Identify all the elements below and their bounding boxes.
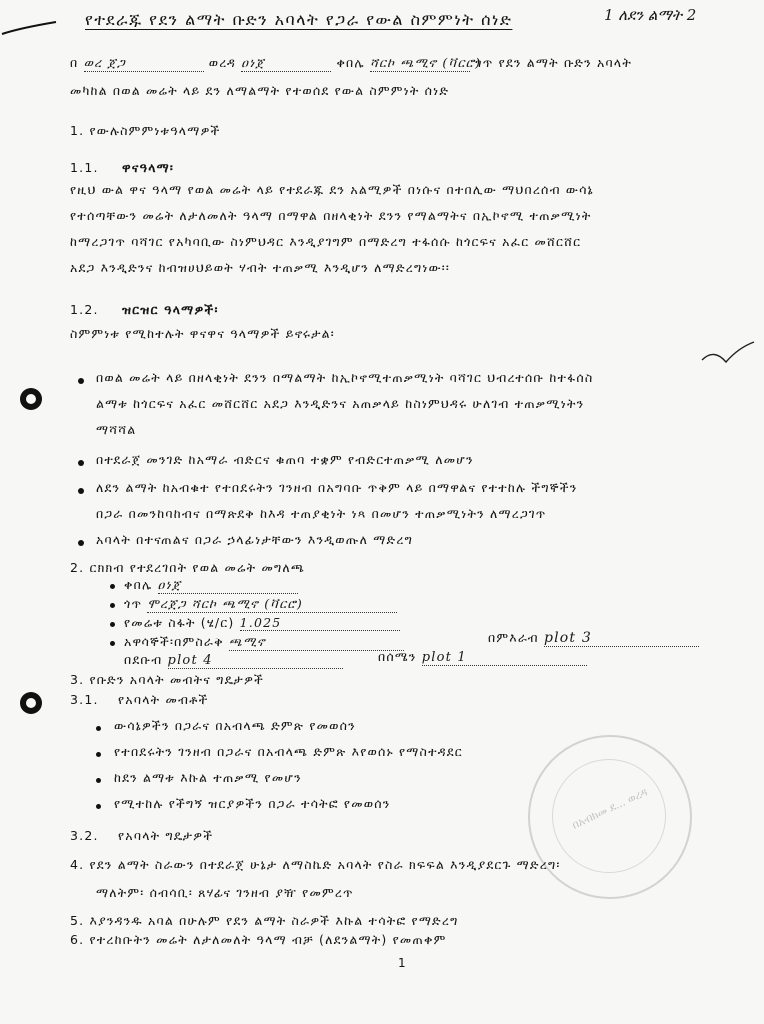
section-2-heading: 2. ርክክብ የተደረገበት የወል መሬት መግለጫ <box>70 560 306 575</box>
section-1-2-number: 1.2. <box>70 302 99 317</box>
area-row <box>124 615 400 631</box>
south-row <box>124 652 343 669</box>
item-5: 5. እያንዳንዱ አባል በሁሉም የደን ልማት ስራዎች እኩል ተሳትፎ የማድረግ <box>70 913 459 928</box>
bullet-icon <box>78 378 84 384</box>
got-label: ጎጥ <box>124 596 143 611</box>
section-3-heading: 3. የቡድን አባላት መብትና ግዴታዎች <box>70 672 265 687</box>
kebele-row <box>124 577 298 594</box>
section-1-2-title: ዝርዝር ዓላማዎች፡ <box>122 302 219 317</box>
intro-kebele-label: ቀበሌ <box>336 55 365 70</box>
north-value: plot 1 <box>422 650 587 666</box>
kebele-label: ቀበሌ <box>124 577 153 592</box>
official-stamp <box>528 735 692 899</box>
intro-kebele-field: ሻርኮ ጫሚኖ (ቫርሮ) <box>370 55 482 70</box>
bullet-3-line-2: በጋራ በመንከባከብና በማጽደቅ ከእዳ ተጠያቂነት ነጻ በመሆን ተጠቃሚነትን ለማረጋገጥ <box>96 506 547 521</box>
intro-name-field: ወረ ጀጋ <box>84 55 204 72</box>
south-label: በደቡብ <box>124 652 163 667</box>
bullet-icon <box>110 584 115 589</box>
got-value: ሞረጀጋ ሻርኮ ጫሚኖ (ቫርሮ) <box>147 596 397 613</box>
bullet-icon <box>96 778 101 783</box>
bullet-3-line-1: ለደን ልማት ከአብቁተ የተበደሩትን ገንዘብ በአግባቡ ጥቅም ላይ በማዋልና የተተከሉ ችግኞችን <box>96 480 578 495</box>
got-row <box>124 596 397 613</box>
intro-line-1 <box>70 55 632 72</box>
section-3-2-number: 3.2. <box>70 828 99 843</box>
intro-woreda-label: ወረዳ <box>208 55 237 70</box>
bullet-icon <box>78 488 84 494</box>
area-value: 1.025 <box>240 615 400 631</box>
right-item-2: የተበደሩትን ገንዘብ በጋራና በአብላጫ ድምጽ እየወሰኑ የማስተዳደር <box>114 744 463 759</box>
section-1-1-title: ዋናዓላማ፡ <box>122 160 175 175</box>
bullet-icon <box>110 622 115 627</box>
west-row <box>488 630 699 647</box>
bullet-icon <box>110 641 115 646</box>
hole-punch-icon <box>20 388 42 410</box>
intro-got-label: ጎጥ የደን ልማት ቡድን አባላት <box>475 55 632 70</box>
intro-prefix: በ <box>70 55 79 70</box>
paragraph-line-2: የተሰጣቸውን መሬት ለታለመለት ዓላማ በማዋል በዘላቂነት ደንን የማልማትና በኢኮኖሚ ተጠቃሚነት <box>70 208 592 223</box>
area-label: የመሬቱ ስፋት (ሄ/ር) <box>124 615 235 630</box>
stamp-text: በአብክመ ደ... ወረዳ <box>570 785 650 832</box>
item-6: 6. የተረከቡትን መሬት ለታለመለት ዓላማ ብቻ (ለደንልማት) የመጠቀም <box>70 932 447 947</box>
hole-punch-icon <box>20 692 42 714</box>
section-1-heading: 1. የውሉስምምነቱዓላማዎች <box>70 123 221 138</box>
item-4-line-2: ማለትም፡ ሰብሳቢ፡ ጸሃፊና ገንዘብ ያዥ የመምረጥ <box>96 885 354 900</box>
right-item-4: የሚተከሉ የችግኝ ዝርያዎችን በጋራ ተሳትፎ የመወሰን <box>114 796 391 811</box>
margin-check-mark-icon <box>700 338 756 366</box>
east-row <box>124 634 404 651</box>
scribble-mark-icon <box>0 18 60 38</box>
bullet-1-line-2: ልማቱ ከጎርፍና አፈር መሸርሸር አደጋ እንዲድንና አጠቃላይ ከስነምህዳሩ ሁለገብ ተጠቃሚነትን <box>96 396 585 411</box>
section-3-1-number: 3.1. <box>70 692 99 707</box>
kebele-value: ዐነጀ <box>158 577 298 594</box>
north-row <box>378 649 587 666</box>
intro-line-2: መካከል በወል መሬት ላይ ደን ለማልማት የተወሰደ የውል ስምምነት ሰነድ <box>70 83 450 98</box>
bullet-1-line-1: በወል መሬት ላይ በዘላቂነት ደንን በማልማት ከኢኮኖሚተጠቃሚነት ባሻገር ህብረተሰቡ ከተፋሰስ <box>96 370 594 385</box>
bullet-2-line-1: በተደራጀ መንገድ ከአማራ ብድርና ቁጠባ ተቋም የብድርተጠቃሚ ለመሆን <box>96 452 474 467</box>
paragraph-line-4: አደጋ እንዲድንና ከብዝሀህይወት ሃብት ተጠቃሚ እንዲሆን ለማድረግነው፡፡ <box>70 260 451 275</box>
bullet-icon <box>78 540 84 546</box>
page-number: 1 <box>398 956 406 970</box>
south-value: plot 4 <box>168 653 343 669</box>
document-title: የተደራጁ የደን ልማት ቡድን አባላት የጋራ የውል ስምምነት ሰነድ <box>85 10 513 29</box>
north-label: በሰሜን <box>378 649 417 664</box>
bullet-icon <box>96 804 101 809</box>
corner-handwritten-note: 1 ለደን ልማት 2 <box>604 6 697 24</box>
right-item-1: ውሳኔዎችን በጋራና በአብላጫ ድምጽ የመወሰን <box>114 718 356 733</box>
item-4-line-1: 4. የደን ልማት ስራውን በተደራጀ ሁኔታ ለማስኬድ አባላት የስራ ክፍፍል እንዲያደርጉ ማድረግ፡ <box>70 857 561 872</box>
section-3-1-title: የአባላት መብቶች <box>118 692 209 707</box>
intro-zone-field: ዐነጀ <box>241 55 331 72</box>
west-label: በምእራብ <box>488 630 539 645</box>
bullet-icon <box>96 726 101 731</box>
bullet-icon <box>78 460 84 466</box>
paragraph-line-1: የዚህ ውል ዋና ዓላማ የወል መሬት ላይ የተደራጁ ደን አልሚዎች በነሱና በተበሊው ማህበረሰብ ውሳኔ <box>70 182 594 197</box>
section-1-2-intro: ስምምነቱ የሚከተሉት ዋናዋና ዓላማዎች ይኖሩታል፡ <box>70 326 335 341</box>
bullet-icon <box>96 752 101 757</box>
east-value: ጫሚኖ <box>229 634 404 651</box>
right-item-3: ከደን ልማቱ እኩል ተጠቃሚ የመሆን <box>114 770 302 785</box>
section-3-2-title: የአባላት ግዴታዎች <box>118 828 214 843</box>
bullet-1-line-3: ማሻሻል <box>96 422 137 437</box>
west-value: plot 3 <box>544 630 699 647</box>
paragraph-line-3: ከማረጋገጥ ባሻገር የአካባቢው ስነምህዳር እንዲያገግም በማድረግ ተፋሰሱ ከጎርፍና አፈር መሸርሸር <box>70 234 582 249</box>
bullet-icon <box>110 603 115 608</box>
bullet-4-line-1: አባላት በተናጠልና በጋራ ኃላፊነታቸውን እንዲወጡለ ማድረግ <box>96 532 414 547</box>
neighbors-label: አዋሳኞች፡በምስራቅ <box>124 634 224 649</box>
section-1-1-number: 1.1. <box>70 160 99 175</box>
